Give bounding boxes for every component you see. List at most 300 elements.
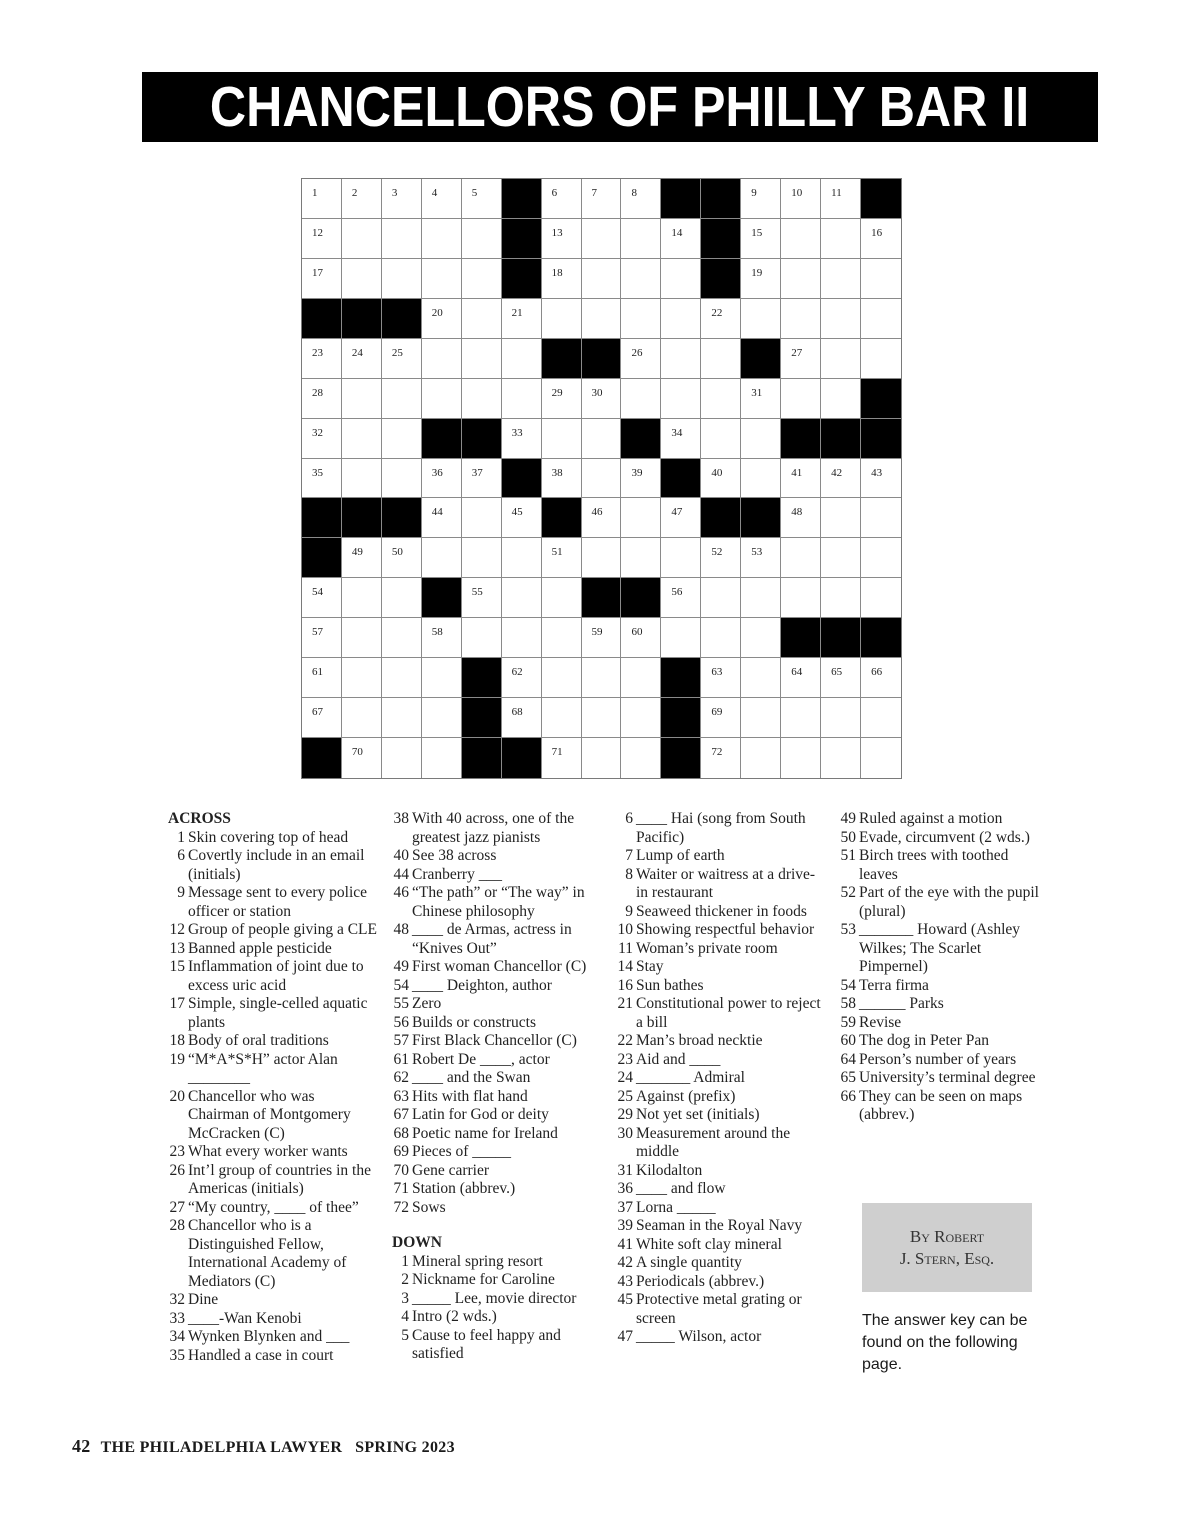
clue-text: With 40 across, one of the greatest jazz pianists	[412, 810, 575, 846]
grid-cell[interactable]	[542, 658, 582, 698]
grid-block	[821, 419, 861, 459]
grid-cell[interactable]	[542, 578, 582, 618]
grid-cell[interactable]	[342, 578, 382, 618]
grid-cell[interactable]	[741, 658, 781, 698]
clue-item	[616, 1217, 821, 1236]
grid-cell[interactable]	[582, 498, 622, 538]
grid-cell[interactable]	[621, 179, 661, 219]
grid-cell[interactable]	[741, 299, 781, 339]
grid-cell[interactable]	[542, 219, 582, 259]
grid-cell[interactable]	[462, 219, 502, 259]
grid-cell[interactable]	[582, 658, 622, 698]
clue-text: Chancellor who was Chairman of Montgomery McCracken (C)	[188, 1087, 351, 1142]
clue-item	[392, 1180, 602, 1199]
clue-item	[392, 1106, 602, 1125]
grid-cell[interactable]	[781, 219, 821, 259]
clue-item	[392, 977, 602, 996]
grid-cell[interactable]	[781, 538, 821, 578]
grid-cell[interactable]	[462, 498, 502, 538]
grid-cell[interactable]	[542, 259, 582, 299]
grid-cell[interactable]	[342, 259, 382, 299]
cell-number: 49	[351, 546, 363, 559]
cell-number: 36	[431, 466, 443, 479]
grid-cell[interactable]	[382, 578, 422, 618]
cell-number: 58	[431, 626, 443, 639]
clue-text: _____ Lee, movie director	[412, 1289, 577, 1307]
clue-item	[616, 847, 821, 866]
grid-cell[interactable]	[342, 738, 382, 778]
clue-item	[392, 995, 602, 1014]
grid-cell[interactable]	[781, 339, 821, 379]
grid-cell[interactable]	[741, 259, 781, 299]
clue-item	[168, 847, 378, 884]
grid-cell[interactable]	[861, 498, 901, 538]
grid-cell[interactable]	[781, 738, 821, 778]
grid-cell[interactable]	[302, 618, 342, 658]
grid-cell[interactable]	[302, 219, 342, 259]
grid-cell[interactable]	[661, 618, 701, 658]
clue-number: 23	[617, 1050, 633, 1068]
grid-cell[interactable]	[821, 538, 861, 578]
grid-block	[302, 498, 342, 538]
grid-cell[interactable]	[502, 419, 542, 459]
cell-number: 4	[431, 187, 438, 199]
grid-cell[interactable]	[821, 299, 861, 339]
grid-cell[interactable]	[342, 658, 382, 698]
clue-number: 25	[617, 1087, 633, 1105]
grid-block	[741, 498, 781, 538]
grid-cell[interactable]	[422, 498, 462, 538]
clue-number: 47	[617, 1328, 633, 1345]
grid-cell[interactable]	[821, 379, 861, 419]
grid-cell[interactable]	[502, 578, 542, 618]
clue-item	[392, 1088, 602, 1107]
clue-number: 5	[401, 1326, 409, 1344]
grid-block	[701, 498, 741, 538]
grid-cell[interactable]	[861, 698, 901, 738]
grid-cell[interactable]	[342, 419, 382, 459]
clue-text: Person’s number of years	[859, 1050, 1017, 1068]
grid-cell[interactable]	[741, 618, 781, 658]
grid-cell[interactable]	[661, 538, 701, 578]
grid-cell[interactable]	[821, 459, 861, 499]
cell-number: 62	[511, 666, 523, 679]
grid-cell[interactable]	[701, 658, 741, 698]
clue-item	[168, 921, 378, 940]
grid-cell[interactable]	[861, 578, 901, 618]
clue-text: Handled a case in court	[188, 1346, 334, 1364]
clue-item	[616, 1106, 821, 1125]
clue-item	[616, 1125, 821, 1162]
grid-cell[interactable]	[462, 179, 502, 219]
grid-cell[interactable]	[542, 179, 582, 219]
cell-number: 3	[391, 187, 398, 199]
grid-cell[interactable]	[422, 618, 462, 658]
clue-number: 26	[169, 1161, 185, 1179]
clue-text: A single quantity	[636, 1254, 742, 1271]
grid-cell[interactable]	[342, 379, 382, 419]
grid-cell[interactable]	[821, 498, 861, 538]
grid-cell[interactable]	[781, 498, 821, 538]
clue-number: 40	[393, 847, 409, 864]
grid-cell[interactable]	[741, 538, 781, 578]
grid-cell[interactable]	[502, 339, 542, 379]
clue-number: 54	[840, 976, 856, 994]
grid-cell[interactable]	[342, 459, 382, 499]
clue-item	[616, 1051, 821, 1070]
grid-cell[interactable]	[382, 459, 422, 499]
grid-block	[382, 299, 422, 339]
clue-item	[616, 995, 821, 1032]
grid-cell[interactable]	[582, 219, 622, 259]
grid-cell[interactable]	[422, 658, 462, 698]
grid-cell[interactable]	[741, 379, 781, 419]
clue-number: 32	[169, 1291, 185, 1308]
clue-text: They can be seen on maps (abbrev.)	[859, 1087, 1023, 1123]
grid-cell[interactable]	[781, 259, 821, 299]
grid-cell[interactable]	[661, 498, 701, 538]
grid-block	[661, 459, 701, 499]
grid-cell[interactable]	[701, 698, 741, 738]
clue-item	[616, 940, 821, 959]
clue-number: 7	[625, 847, 633, 864]
grid-block	[462, 738, 502, 778]
grid-cell[interactable]	[861, 738, 901, 778]
cell-number: 72	[711, 746, 723, 759]
grid-cell[interactable]	[781, 179, 821, 219]
cell-number: 32	[312, 426, 323, 439]
grid-cell[interactable]	[342, 219, 382, 259]
clue-item	[616, 1032, 821, 1051]
grid-cell[interactable]	[462, 259, 502, 299]
clue-text: Stay	[636, 958, 664, 975]
clue-number: 64	[840, 1050, 856, 1068]
clue-number: 27	[169, 1198, 185, 1216]
grid-cell[interactable]	[342, 538, 382, 578]
clue-text: Nickname for Caroline	[412, 1271, 555, 1288]
grid-cell[interactable]	[302, 459, 342, 499]
grid-cell[interactable]	[382, 618, 422, 658]
grid-cell[interactable]	[621, 299, 661, 339]
grid-cell[interactable]	[542, 419, 582, 459]
grid-cell[interactable]	[582, 379, 622, 419]
grid-cell[interactable]	[422, 459, 462, 499]
grid-cell[interactable]	[781, 299, 821, 339]
grid-cell[interactable]	[462, 459, 502, 499]
clue-item	[616, 866, 821, 903]
grid-cell[interactable]	[302, 259, 342, 299]
clue-text: Mineral spring resort	[412, 1252, 543, 1270]
clue-text: _____ Wilson, actor	[636, 1328, 762, 1345]
grid-cell[interactable]	[382, 738, 422, 778]
grid-cell[interactable]	[741, 179, 781, 219]
grid-cell[interactable]	[302, 339, 342, 379]
page-footer	[72, 1436, 455, 1457]
grid-cell[interactable]	[621, 658, 661, 698]
grid-cell[interactable]	[621, 379, 661, 419]
grid-cell[interactable]	[821, 578, 861, 618]
grid-cell[interactable]	[422, 299, 462, 339]
clue-item	[168, 829, 378, 848]
grid-cell[interactable]	[382, 259, 422, 299]
grid-cell[interactable]	[462, 299, 502, 339]
grid-cell[interactable]	[661, 379, 701, 419]
grid-cell[interactable]	[342, 179, 382, 219]
grid-cell[interactable]	[542, 538, 582, 578]
grid-cell[interactable]	[781, 379, 821, 419]
clue-number: 13	[169, 939, 185, 957]
grid-cell[interactable]	[302, 698, 342, 738]
grid-cell[interactable]	[821, 259, 861, 299]
grid-cell[interactable]	[582, 618, 622, 658]
grid-cell[interactable]	[302, 179, 342, 219]
clue-item	[168, 1162, 378, 1199]
clue-text: Wynken Blynken and ___	[188, 1328, 350, 1345]
clue-text: Chancellor who is a Distinguished Fellow, International Academy of Mediators (C)	[188, 1217, 347, 1290]
grid-cell[interactable]	[741, 698, 781, 738]
grid-cell[interactable]	[621, 219, 661, 259]
grid-cell[interactable]	[861, 299, 901, 339]
clue-text: The dog in Peter Pan	[859, 1032, 990, 1049]
clue-number: 67	[393, 1106, 409, 1123]
grid-cell[interactable]	[701, 419, 741, 459]
grid-block	[502, 259, 542, 299]
grid-cell[interactable]	[821, 658, 861, 698]
grid-cell[interactable]	[661, 339, 701, 379]
grid-cell[interactable]	[422, 339, 462, 379]
grid-cell[interactable]	[542, 459, 582, 499]
grid-cell[interactable]	[382, 219, 422, 259]
clue-text: Ruled against a motion	[859, 810, 1003, 827]
grid-cell[interactable]	[542, 299, 582, 339]
grid-cell[interactable]	[462, 379, 502, 419]
grid-cell[interactable]	[701, 738, 741, 778]
cell-number: 24	[351, 346, 363, 359]
grid-cell[interactable]	[582, 299, 622, 339]
clue-text: Part of the eye with the pupil (plural)	[859, 884, 1039, 920]
grid-cell[interactable]	[701, 339, 741, 379]
grid-cell[interactable]	[342, 618, 382, 658]
grid-cell[interactable]	[302, 419, 342, 459]
grid-cell[interactable]	[382, 538, 422, 578]
grid-cell[interactable]	[462, 578, 502, 618]
clue-text: White soft clay mineral	[636, 1235, 782, 1253]
grid-cell[interactable]	[621, 698, 661, 738]
grid-cell[interactable]	[821, 698, 861, 738]
clue-number: 61	[393, 1050, 409, 1068]
grid-cell[interactable]	[701, 618, 741, 658]
clue-item	[839, 810, 1044, 829]
grid-cell[interactable]	[661, 419, 701, 459]
clue-number: 24	[617, 1069, 633, 1086]
grid-cell[interactable]	[861, 259, 901, 299]
clue-number: 11	[618, 939, 633, 957]
clue-item	[392, 1051, 602, 1070]
clue-item	[392, 958, 602, 977]
grid-cell[interactable]	[582, 698, 622, 738]
cell-number: 22	[711, 306, 723, 319]
grid-cell[interactable]	[502, 658, 542, 698]
grid-cell[interactable]	[502, 498, 542, 538]
grid-cell[interactable]	[621, 538, 661, 578]
clue-text: “My country, ____ of thee”	[188, 1198, 359, 1216]
clue-number: 1	[401, 1252, 409, 1270]
cell-number: 67	[312, 706, 323, 719]
clue-text: Woman’s private room	[636, 939, 778, 957]
grid-cell[interactable]	[621, 259, 661, 299]
grid-cell[interactable]	[781, 658, 821, 698]
byline-line-1: By Robert	[909, 1226, 985, 1246]
cell-number: 44	[431, 506, 443, 519]
grid-cell[interactable]	[302, 578, 342, 618]
grid-cell[interactable]	[502, 618, 542, 658]
grid-cell[interactable]	[621, 459, 661, 499]
grid-cell[interactable]	[621, 618, 661, 658]
clue-number: 29	[617, 1106, 633, 1123]
grid-cell[interactable]	[741, 738, 781, 778]
grid-cell[interactable]	[701, 578, 741, 618]
grid-cell[interactable]	[502, 379, 542, 419]
clue-text: Hits with flat hand	[412, 1087, 528, 1105]
grid-cell[interactable]	[861, 339, 901, 379]
clue-number: 48	[393, 921, 409, 938]
grid-cell[interactable]	[621, 339, 661, 379]
grid-cell[interactable]	[382, 419, 422, 459]
grid-cell[interactable]	[861, 538, 901, 578]
grid-cell[interactable]	[861, 219, 901, 259]
grid-cell[interactable]	[582, 419, 622, 459]
grid-cell[interactable]	[781, 578, 821, 618]
grid-cell[interactable]	[821, 738, 861, 778]
grid-cell[interactable]	[861, 658, 901, 698]
grid-cell[interactable]	[582, 459, 622, 499]
cell-number: 61	[312, 666, 323, 679]
clue-item	[168, 1143, 378, 1162]
grid-block	[701, 179, 741, 219]
grid-cell[interactable]	[462, 339, 502, 379]
grid-block	[342, 299, 382, 339]
clue-item	[392, 1253, 602, 1272]
grid-cell[interactable]	[582, 738, 622, 778]
grid-cell[interactable]	[542, 738, 582, 778]
clue-text: Man’s broad necktie	[636, 1032, 763, 1049]
grid-cell[interactable]	[382, 658, 422, 698]
grid-cell[interactable]	[342, 339, 382, 379]
grid-cell[interactable]	[621, 498, 661, 538]
clue-number: 2	[401, 1271, 409, 1288]
grid-cell[interactable]	[661, 219, 701, 259]
clue-text: ____ Hai (song from South Pacific)	[636, 810, 806, 846]
grid-cell[interactable]	[781, 459, 821, 499]
grid-cell[interactable]	[422, 538, 462, 578]
grid-cell[interactable]	[741, 578, 781, 618]
clue-number: 16	[617, 976, 633, 994]
cell-number: 19	[751, 266, 763, 279]
clue-number: 39	[617, 1217, 633, 1234]
down-header: DOWN	[392, 1234, 442, 1251]
clue-number: 52	[840, 884, 856, 901]
clue-item	[616, 958, 821, 977]
grid-cell[interactable]	[542, 698, 582, 738]
grid-block	[502, 738, 542, 778]
grid-block	[302, 738, 342, 778]
grid-cell[interactable]	[821, 179, 861, 219]
clue-number: 72	[393, 1198, 409, 1216]
grid-cell[interactable]	[302, 379, 342, 419]
grid-cell[interactable]	[701, 459, 741, 499]
grid-cell[interactable]	[542, 618, 582, 658]
grid-cell[interactable]	[582, 538, 622, 578]
grid-block	[462, 658, 502, 698]
grid-cell[interactable]	[701, 299, 741, 339]
grid-block	[701, 219, 741, 259]
clue-number: 70	[393, 1161, 409, 1179]
grid-cell[interactable]	[422, 698, 462, 738]
grid-cell[interactable]	[781, 698, 821, 738]
grid-cell[interactable]	[661, 578, 701, 618]
grid-cell[interactable]	[462, 538, 502, 578]
grid-cell[interactable]	[382, 379, 422, 419]
cell-number: 43	[871, 466, 883, 479]
grid-cell[interactable]	[661, 259, 701, 299]
cell-number: 60	[631, 626, 643, 639]
grid-cell[interactable]	[661, 299, 701, 339]
grid-block	[661, 179, 701, 219]
grid-cell[interactable]	[502, 299, 542, 339]
grid-cell[interactable]	[422, 179, 462, 219]
grid-cell[interactable]	[382, 698, 422, 738]
grid-cell[interactable]	[701, 379, 741, 419]
grid-cell[interactable]	[821, 219, 861, 259]
clue-text: ____ Deighton, author	[412, 976, 552, 994]
grid-block	[741, 339, 781, 379]
clue-number: 15	[169, 958, 185, 975]
grid-block	[661, 658, 701, 698]
grid-cell[interactable]	[342, 698, 382, 738]
grid-cell[interactable]	[502, 698, 542, 738]
grid-cell[interactable]	[382, 339, 422, 379]
grid-cell[interactable]	[741, 219, 781, 259]
grid-cell[interactable]	[542, 379, 582, 419]
grid-cell[interactable]	[701, 538, 741, 578]
clue-number: 43	[617, 1272, 633, 1290]
grid-cell[interactable]	[741, 419, 781, 459]
clue-item	[616, 1199, 821, 1218]
grid-cell[interactable]	[741, 459, 781, 499]
clue-number: 37	[617, 1198, 633, 1216]
clue-number: 35	[169, 1346, 185, 1364]
grid-cell[interactable]	[582, 179, 622, 219]
clue-number: 66	[840, 1087, 856, 1105]
grid-cell[interactable]	[422, 259, 462, 299]
grid-cell[interactable]	[821, 339, 861, 379]
clue-item	[616, 1291, 821, 1328]
grid-cell[interactable]	[462, 618, 502, 658]
grid-cell[interactable]	[422, 219, 462, 259]
grid-cell[interactable]	[302, 658, 342, 698]
grid-cell[interactable]	[422, 738, 462, 778]
grid-cell[interactable]	[861, 459, 901, 499]
grid-cell[interactable]	[502, 538, 542, 578]
grid-cell[interactable]	[582, 259, 622, 299]
grid-cell[interactable]	[621, 738, 661, 778]
grid-cell[interactable]	[382, 179, 422, 219]
cell-number: 35	[312, 466, 323, 479]
grid-cell[interactable]	[422, 379, 462, 419]
clue-number: 45	[617, 1291, 633, 1308]
puzzle-title: CHANCELLORS OF PHILLY BAR II	[210, 75, 1030, 139]
clue-item	[392, 1162, 602, 1181]
